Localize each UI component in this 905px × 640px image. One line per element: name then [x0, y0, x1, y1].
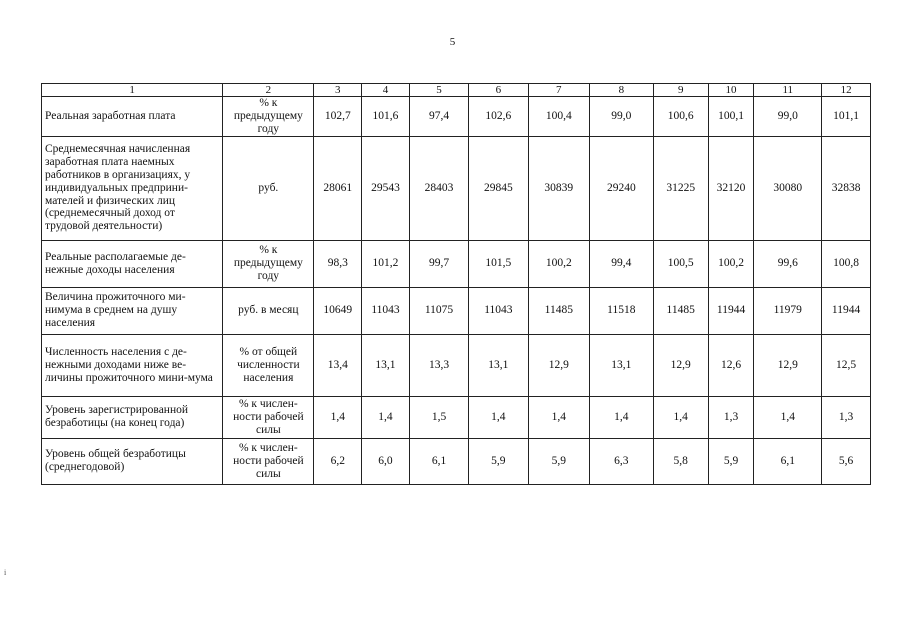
indicator-cell: Среднемесячная начисленная заработная плата наемных работников в организациях, у индивидуальных предприни-мателей и физических лиц (среднемесячный доход от трудовой деятельности) — [42, 136, 223, 240]
value-cell: 5,9 — [469, 438, 528, 484]
value-cell: 1,4 — [314, 396, 362, 438]
indicator-cell: Реальные располагаемые де-нежные доходы населения — [42, 240, 223, 287]
table-row — [42, 287, 871, 334]
value-cell: 99,0 — [590, 97, 654, 137]
value-cell: 11043 — [362, 287, 410, 334]
unit-cell: % от общей численности населения — [223, 334, 314, 396]
value-cell: 102,6 — [469, 97, 528, 137]
value-cell: 1,4 — [653, 396, 708, 438]
value-cell: 10649 — [314, 287, 362, 334]
value-cell: 1,4 — [528, 396, 589, 438]
value-cell: 101,1 — [822, 97, 871, 137]
value-cell: 30080 — [754, 136, 822, 240]
value-cell: 29543 — [362, 136, 410, 240]
value-cell: 12,9 — [754, 334, 822, 396]
value-cell: 100,8 — [822, 240, 871, 287]
table-row — [42, 334, 871, 396]
value-cell: 6,1 — [754, 438, 822, 484]
column-number-cell: 7 — [528, 84, 589, 97]
unit-cell: руб. — [223, 136, 314, 240]
unit-cell: % к числен-ности рабочей силы — [223, 438, 314, 484]
value-cell: 100,2 — [528, 240, 589, 287]
table-row — [42, 396, 871, 438]
value-cell: 29240 — [590, 136, 654, 240]
column-number-cell: 9 — [653, 84, 708, 97]
column-number-cell: 3 — [314, 84, 362, 97]
column-number-cell: 11 — [754, 84, 822, 97]
value-cell: 1,4 — [590, 396, 654, 438]
column-number-cell: 6 — [469, 84, 528, 97]
value-cell: 6,2 — [314, 438, 362, 484]
column-number-cell: 5 — [409, 84, 468, 97]
value-cell: 12,5 — [822, 334, 871, 396]
value-cell: 100,6 — [653, 97, 708, 137]
value-cell: 1,5 — [409, 396, 468, 438]
value-cell: 30839 — [528, 136, 589, 240]
column-number-cell: 1 — [42, 84, 223, 97]
value-cell: 6,0 — [362, 438, 410, 484]
indicator-cell: Численность населения с де-нежными доходами ниже ве-личины прожиточного мини-мума — [42, 334, 223, 396]
page-number: 5 — [449, 36, 456, 48]
value-cell: 1,4 — [362, 396, 410, 438]
value-cell: 1,3 — [822, 396, 871, 438]
value-cell: 6,1 — [409, 438, 468, 484]
value-cell: 100,5 — [653, 240, 708, 287]
statistics-table — [41, 83, 871, 485]
value-cell: 1,4 — [754, 396, 822, 438]
column-number-cell: 2 — [223, 84, 314, 97]
value-cell: 5,8 — [653, 438, 708, 484]
value-cell: 99,4 — [590, 240, 654, 287]
column-number-cell: 12 — [822, 84, 871, 97]
value-cell: 99,0 — [754, 97, 822, 137]
value-cell: 11043 — [469, 287, 528, 334]
value-cell: 100,2 — [708, 240, 754, 287]
value-cell: 13,4 — [314, 334, 362, 396]
value-cell: 13,3 — [409, 334, 468, 396]
value-cell: 6,3 — [590, 438, 654, 484]
value-cell: 31225 — [653, 136, 708, 240]
value-cell: 12,9 — [528, 334, 589, 396]
margin-mark: i — [4, 568, 7, 577]
indicator-cell: Уровень зарегистрированной безработицы (на конец года) — [42, 396, 223, 438]
value-cell: 11485 — [528, 287, 589, 334]
value-cell: 101,5 — [469, 240, 528, 287]
value-cell: 12,6 — [708, 334, 754, 396]
value-cell: 5,9 — [708, 438, 754, 484]
value-cell: 11944 — [708, 287, 754, 334]
value-cell: 11944 — [822, 287, 871, 334]
column-number-cell: 10 — [708, 84, 754, 97]
value-cell: 29845 — [469, 136, 528, 240]
value-cell: 13,1 — [469, 334, 528, 396]
value-cell: 32838 — [822, 136, 871, 240]
column-number-cell: 4 — [362, 84, 410, 97]
value-cell: 102,7 — [314, 97, 362, 137]
unit-cell: % к числен-ности рабочей силы — [223, 396, 314, 438]
table-row — [42, 136, 871, 240]
column-number-row — [42, 84, 871, 97]
table-row — [42, 438, 871, 484]
value-cell: 13,1 — [590, 334, 654, 396]
value-cell: 1,3 — [708, 396, 754, 438]
indicator-cell: Уровень общей безработицы (среднегодовой) — [42, 438, 223, 484]
value-cell: 28403 — [409, 136, 468, 240]
value-cell: 5,9 — [528, 438, 589, 484]
value-cell: 12,9 — [653, 334, 708, 396]
value-cell: 98,3 — [314, 240, 362, 287]
value-cell: 99,6 — [754, 240, 822, 287]
value-cell: 101,6 — [362, 97, 410, 137]
table-row — [42, 97, 871, 137]
value-cell: 11518 — [590, 287, 654, 334]
value-cell: 11075 — [409, 287, 468, 334]
value-cell: 1,4 — [469, 396, 528, 438]
value-cell: 28061 — [314, 136, 362, 240]
value-cell: 99,7 — [409, 240, 468, 287]
unit-cell: % к предыдущему году — [223, 240, 314, 287]
value-cell: 11485 — [653, 287, 708, 334]
indicator-cell: Реальная заработная плата — [42, 97, 223, 137]
table-row — [42, 240, 871, 287]
value-cell: 101,2 — [362, 240, 410, 287]
value-cell: 97,4 — [409, 97, 468, 137]
value-cell: 11979 — [754, 287, 822, 334]
indicator-cell: Величина прожиточного ми-нимума в среднем на душу населения — [42, 287, 223, 334]
value-cell: 100,4 — [528, 97, 589, 137]
unit-cell: руб. в месяц — [223, 287, 314, 334]
column-number-cell: 8 — [590, 84, 654, 97]
value-cell: 5,6 — [822, 438, 871, 484]
value-cell: 32120 — [708, 136, 754, 240]
value-cell: 100,1 — [708, 97, 754, 137]
unit-cell: % к предыдущему году — [223, 97, 314, 137]
value-cell: 13,1 — [362, 334, 410, 396]
